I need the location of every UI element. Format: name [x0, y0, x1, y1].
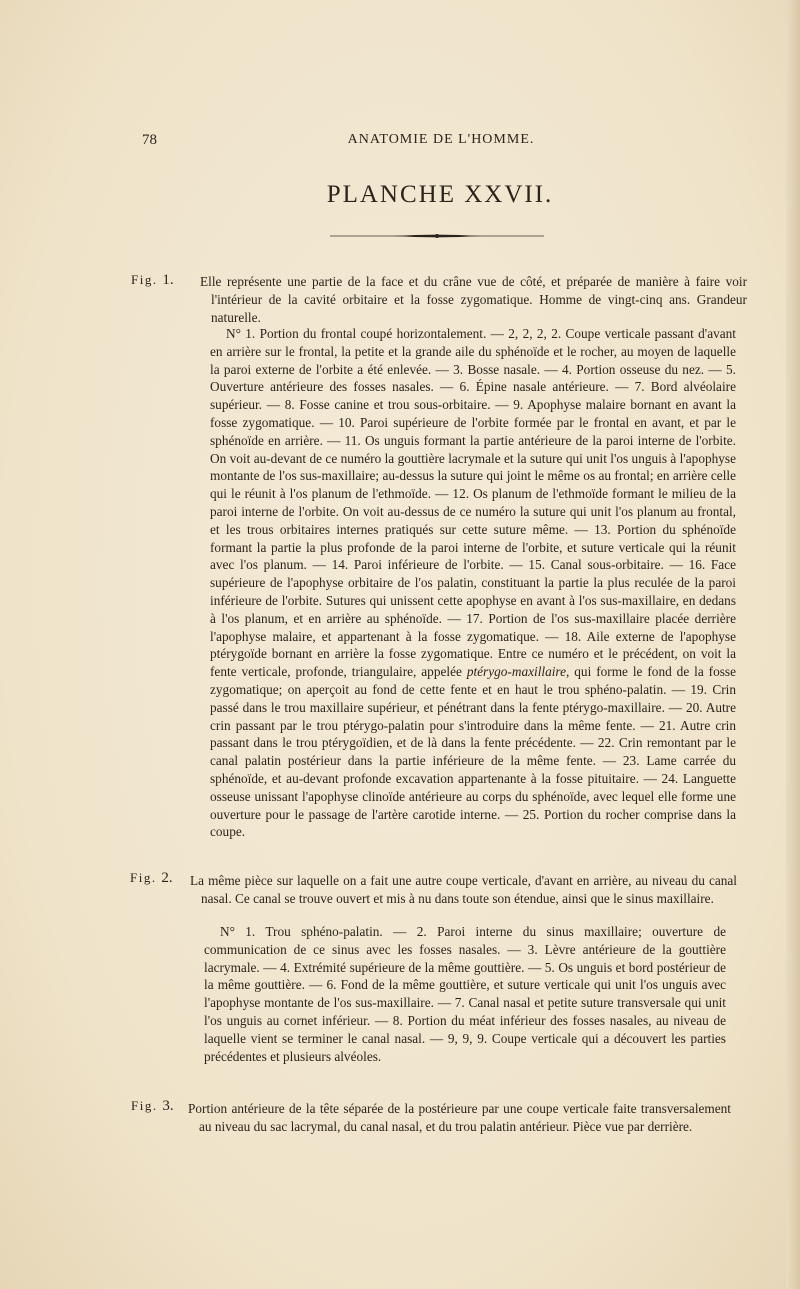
- figure-legend: [210, 325, 736, 841]
- figure-legend: N° 1. Trou sphéno-palatin. — 2. Paroi interne du sinus maxillaire; ouverture de communication de ce sinus avec les fosses nasales. — 3. Lèvre antérieure de la gouttière lacrymale. — 4. Extrémité supérieure de la même gouttière. — 5. Os unguis et bord postérieur de la même gouttière. — 6. Fond de la même gouttière, et suture verticale qui unit l'os unguis avec l'apophyse montante de l'os sus-maxillaire. — 7. Canal nasal et petite suture transversale qui unit l'os unguis au cornet inférieur. — 8. Portion du méat inférieur des fosses nasales, au niveau de laquelle vient se terminer le canal nasal. — 9, 9, 9. Coupe verticale qui a découvert les parties précédentes et plusieurs alvéoles.: [204, 924, 726, 1064]
- figure-description: Portion antérieure de la tête séparée de la postérieure par une coupe verticale faite transversalement au niveau du sac lacrymal, du canal nasal, et du trou palatin antérieur. Pièce vue par derrière.: [188, 1101, 731, 1134]
- figure-label-prefix: Fig.: [130, 870, 157, 885]
- legend-italic-term: ptérygo-maxillaire,: [466, 664, 570, 680]
- figure-label-number: 3.: [162, 1098, 174, 1114]
- figure-label: [131, 1098, 174, 1115]
- figure-description: La même pièce sur laquelle on a fait une autre coupe verticale, d'avant en arrière, au niveau du canal nasal. Ce canal se trouve ouvert et mis à nu dans toute son étendue, ainsi que le sinus maxillaire.: [190, 873, 737, 906]
- figure-label-number: 1.: [162, 272, 174, 288]
- figure-label: [131, 272, 174, 289]
- figure-description: Elle représente une partie de la face et du crâne vue de côté, et préparée de manière à faire voir l'intérieur de la cavité orbitaire et la fosse zygomatique. Homme de vingt-cinq ans. Grandeur naturelle.: [200, 274, 747, 325]
- ornamental-rule: [330, 233, 544, 239]
- page-number: 78: [142, 132, 157, 148]
- figure-label-number: 2.: [161, 870, 173, 886]
- running-head: ANATOMIE DE L'HOMME.: [347, 132, 535, 147]
- figure-label-prefix: Fig.: [131, 272, 158, 287]
- figure-label: [130, 870, 173, 887]
- plate-title: PLANCHE XXVII.: [326, 181, 554, 208]
- legend-text: N° 1. Portion du frontal coupé horizontalement. — 2, 2, 2, 2. Coupe verticale passant d'avant en arrière sur le frontal, la petite et la grande aile du sphénoïde et le rocher, au moyen de laquelle la paroi externe de l'orbite a été enlevée. — 3. Bosse nasale. — 4. Portion osseuse du nez. — 5. Ouverture antérieure des fosses nasales. — 6. Épine nasale antérieure. — 7. Bord alvéolaire supérieur. — 8. Fosse canine et trou sous-orbitaire. — 9. Apophyse malaire bornant en avant la fosse zygomatique. — 10. Paroi supérieure de l'orbite formée par le frontal en avant, et par le sphénoïde en arrière. — 11. Os unguis formant la partie antérieure de la paroi interne de l'orbite. On voit au-devant de ce numéro la gouttière lacrymale et la suture qui unit l'os unguis à l'apophyse montante de l'os sus-maxillaire; au-dessus la suture qui joint le même os au frontal; en arrière celle qui le réunit à l'os planum de l'ethmoïde. — 12. Os planum de l'ethmoïde formant le milieu de la paroi interne de l'orbite. On voit au-dessus de ce numéro la suture qui unit l'os planum au frontal, et les trous orbitaires internes pratiqués sur cette suture même. — 13. Portion du sphénoïde formant la partie la plus profonde de la paroi interne de l'orbite, et suture verticale qui la réunit avec l'os planum. — 14. Paroi inférieure de l'orbite. — 15. Canal sous-orbitaire. — 16. Face supérieure de l'apophyse orbitaire de l'os palatin, constituant la partie la plus reculée de la paroi inférieure de l'orbite. Sutures qui unissent cette apophyse en avant à l'os sus-maxillaire, en dedans à l'os planum, et en arrière au sphénoïde. — 17. Portion de l'os sus-maxillaire placée derrière l'apophyse malaire, et appartenant à la fosse zygomatique. — 18. Aile externe de l'apophyse ptérygoïde bornant en arrière la fosse zygomatique. Entre ce numéro et le précédent, on voit la fente verticale, profonde, triangulaire, appelée: [210, 326, 736, 680]
- legend-text-continued: qui forme le fond de la fosse zygomatique; on aperçoit au fond de cette fente et en haut le trou sphéno-palatin. — 19. Crin passé dans le trou maxillaire supérieur, et pénétrant dans la fente ptérygo-maxillaire. — 20. Autre crin passant par le trou ptérygo-palatin pour s'introduire dans la même fente. — 21. Autre crin passant dans le trou ptérygoïdien, et de là dans la fente précédente. — 22. Crin remontant par le canal palatin postérieur dans la partie inférieure de la même fente. — 23. Lame carrée du sphénoïde, et au-devant profonde excavation appartenante à la fosse pituitaire. — 24. Languette osseuse unissant l'apophyse clinoïde antérieure au corps du sphénoïde, avec lequel elle forme une ouverture pour le passage de l'artère carotide interne. — 25. Portion du rocher comprise dans la coupe.: [210, 664, 736, 840]
- figure-label-prefix: Fig.: [131, 1098, 158, 1113]
